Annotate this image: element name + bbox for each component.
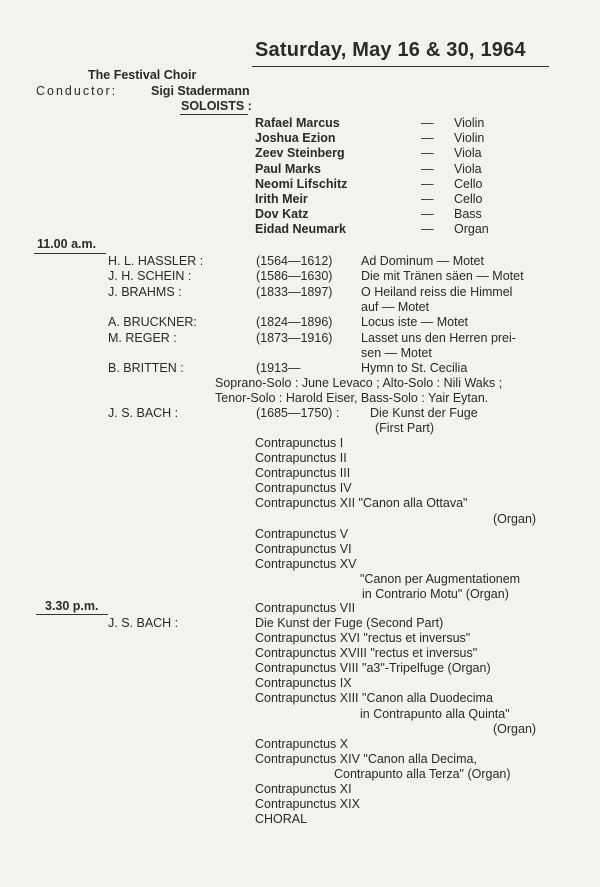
soloist-instrument: Bass [454, 207, 482, 222]
vocal-soloists-line-2: Tenor-Solo : Harold Eiser, Bass-Solo : Yair Eytan. [215, 391, 489, 405]
choir-name: The Festival Choir [88, 68, 197, 82]
soloist-name: Neomi Lifschitz [255, 176, 348, 191]
afternoon-first-item: Contrapunctus VII [255, 601, 356, 615]
soloist-instrument: Viola [454, 146, 482, 161]
composer-name: M. REGER : [108, 330, 177, 345]
conductor-label: Conductor: [36, 84, 118, 98]
program-item: Contrapunctus XIX [255, 797, 360, 812]
title-rule [252, 66, 549, 67]
program-item: CHORAL [255, 812, 308, 827]
composer-name: H. L. HASSLER : [108, 254, 204, 268]
composer-dates: (1824—1896) [256, 315, 333, 330]
program-item: Contrapunto alla Terza" (Organ) [334, 766, 511, 781]
soloists-rule [180, 114, 248, 115]
program-item: Contrapunctus XV [255, 556, 357, 571]
program-item: Contrapunctus XVI "rectus et inversus" [255, 631, 471, 645]
program-item: Contrapunctus II [255, 451, 347, 466]
page-title: Saturday, May 16 & 30, 1964 [255, 39, 526, 61]
work-title: Die mit Tränen säen — Motet [361, 269, 524, 284]
program-item: "Canon per Augmentationem [360, 571, 521, 586]
soloist-name: Rafael Marcus [255, 116, 340, 130]
vocal-soloists-line-1: Soprano-Solo : June Levaco ; Alto-Solo : Nili Waks ; [215, 376, 503, 390]
composer-dates: (1586—1630) [256, 269, 333, 284]
soloist-instrument: Violin [454, 116, 485, 130]
composer-dates: (1833—1897) [256, 284, 333, 299]
soloist-name: Irith Meir [255, 192, 308, 206]
composer-dates: (1913— [256, 361, 301, 376]
program-item: Contrapunctus IV [255, 481, 352, 496]
composer-dates: (1873—1916) [256, 330, 333, 345]
program-item: Contrapunctus XI [255, 782, 352, 796]
program-item: in Contrapunto alla Quinta" [360, 706, 510, 721]
soloist-dash: — [421, 192, 434, 206]
afternoon-time-rule [36, 614, 108, 615]
soloist-name: Joshua Ezion [255, 131, 336, 146]
composer-dates: (1564—1612) [256, 254, 333, 268]
program-item: Contrapunctus XIII "Canon alla Duodecima [255, 691, 493, 706]
program-item: Contrapunctus XII "Canon alla Ottava" [255, 496, 468, 511]
soloist-name: Eidad Neumark [255, 222, 347, 237]
program-item: in Contrario Motu" (Organ) [362, 587, 509, 601]
soloist-dash: — [421, 131, 434, 146]
composer-name: J. BRAHMS : [108, 284, 182, 299]
soloist-name: Zeev Steinberg [255, 146, 345, 161]
soloist-dash: — [421, 222, 434, 237]
soloist-instrument: Violin [454, 131, 485, 146]
program-item: (Organ) [493, 511, 537, 526]
program-item: Contrapunctus VIII "a3"-Tripelfuge (Organ) [255, 661, 491, 676]
work-title: sen — Motet [361, 345, 432, 360]
soloist-instrument: Viola [454, 161, 482, 176]
program-item: Contrapunctus X [255, 736, 349, 751]
program-item: Contrapunctus III [255, 466, 351, 481]
soloists-heading: SOLOISTS : [181, 99, 252, 113]
work-title: Ad Dominum — Motet [361, 254, 484, 268]
soloist-dash: — [421, 146, 434, 161]
morning-time: 11.00 a.m. [37, 237, 97, 251]
program-item: Contrapunctus IX [255, 676, 352, 691]
bach-composer: J. S. BACH : [108, 406, 179, 420]
work-title: auf — Motet [361, 299, 430, 314]
soloist-instrument: Cello [454, 176, 483, 191]
morning-time-rule [34, 253, 106, 254]
soloist-dash: — [421, 161, 434, 176]
soloist-dash: — [421, 207, 434, 222]
soloist-name: Dov Katz [255, 207, 309, 222]
work-title: Locus iste — Motet [361, 315, 468, 330]
program-item: (Organ) [493, 721, 537, 736]
work-title: Hymn to St. Cecilia [361, 361, 468, 376]
afternoon-bach-composer: J. S. BACH : [108, 616, 179, 630]
soloist-name: Paul Marks [255, 161, 322, 176]
soloist-instrument: Cello [454, 192, 483, 206]
afternoon-time: 3.30 p.m. [45, 599, 99, 613]
composer-name: J. H. SCHEIN : [108, 269, 192, 284]
program-item: Contrapunctus I [255, 436, 344, 450]
conductor-name: Sigi Stadermann [151, 84, 250, 98]
program-item: Contrapunctus VI [255, 541, 352, 556]
work-title: O Heiland reiss die Himmel [361, 284, 513, 299]
program-item: Contrapunctus XVIII "rectus et inversus" [255, 646, 478, 661]
first-part-label: (First Part) [375, 421, 435, 435]
composer-name: A. BRUCKNER: [108, 315, 197, 330]
soloist-instrument: Organ [454, 222, 489, 237]
work-title: Lasset uns den Herren prei- [361, 330, 516, 345]
program-item: Contrapunctus V [255, 526, 349, 541]
bach-dates: (1685—1750) : [256, 406, 340, 420]
soloist-dash: — [421, 116, 434, 130]
program-item: Contrapunctus XIV "Canon alla Decima, [255, 751, 477, 766]
bach-work: Die Kunst der Fuge [370, 406, 478, 420]
second-part-label: Die Kunst der Fuge (Second Part) [255, 616, 444, 630]
composer-name: B. BRITTEN : [108, 361, 184, 376]
soloist-dash: — [421, 176, 434, 191]
